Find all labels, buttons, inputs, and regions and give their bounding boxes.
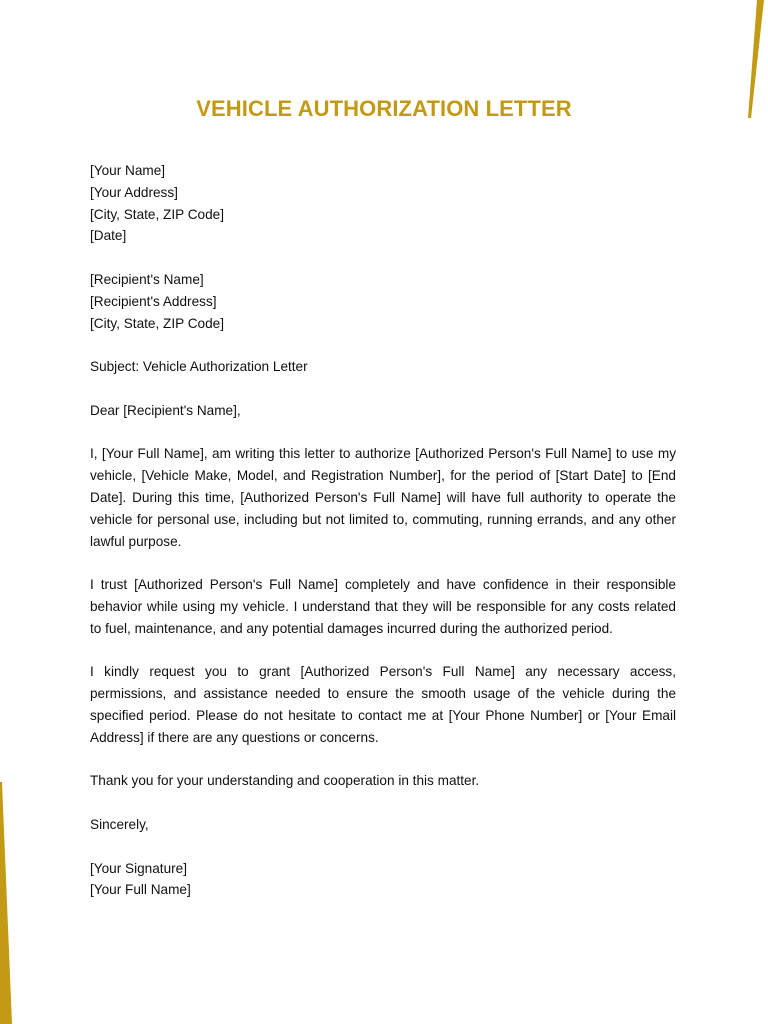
recipient-name: [Recipient's Name]: [90, 271, 204, 287]
letter-date: [Date]: [90, 228, 127, 244]
body-paragraph-3: I kindly request you to grant [Authorized Person's Full Name] any necessary access, permissions, and assistance needed to ensure the smooth usage of the vehicle during the specified period. Please do not hesitate to contact me at [Your Phone Number] or [Your Email Address] if there are any questions or concerns.: [90, 664, 676, 745]
signer-full-name: [Your Full Name]: [90, 882, 191, 898]
signature-block: [90, 858, 676, 902]
closing: Sincerely,: [90, 816, 149, 832]
recipient-block: [90, 269, 676, 334]
sender-city: [City, State, ZIP Code]: [90, 206, 224, 222]
gold-stripe-bottom-left: [0, 782, 12, 1024]
recipient-city: [City, State, ZIP Code]: [90, 315, 224, 331]
body-paragraph-2: I trust [Authorized Person's Full Name] completely and have confidence in their responsible behavior while using my vehicle. I understand that they will be responsible for any costs related to fuel, maintenance, and any potential damages incurred during the authorized period.: [90, 577, 676, 636]
body-paragraph-1: I, [Your Full Name], am writing this letter to authorize [Authorized Person's Full Name] to use my vehicle, [Vehicle Make, Model, and Registration Number], for the period of [Start Date] to [End Date]. During this time, [Authorized Person's Full Name] will have full authority to operate the vehicle for personal use, including but not limited to, commuting, running errands, and any other lawful purpose.: [90, 446, 676, 549]
recipient-address: [Recipient's Address]: [90, 293, 217, 309]
letter-title: VEHICLE AUTHORIZATION LETTER: [196, 96, 572, 121]
letter-body: [90, 160, 676, 901]
body-paragraph-4: Thank you for your understanding and cooperation in this matter.: [90, 773, 480, 789]
signature-placeholder: [Your Signature]: [90, 860, 187, 876]
sender-name: [Your Name]: [90, 163, 166, 178]
salutation: Dear [Recipient's Name],: [90, 402, 241, 418]
sender-address: [Your Address]: [90, 184, 178, 200]
sender-block: [90, 160, 676, 247]
subject-line: Subject: Vehicle Authorization Letter: [90, 359, 308, 375]
